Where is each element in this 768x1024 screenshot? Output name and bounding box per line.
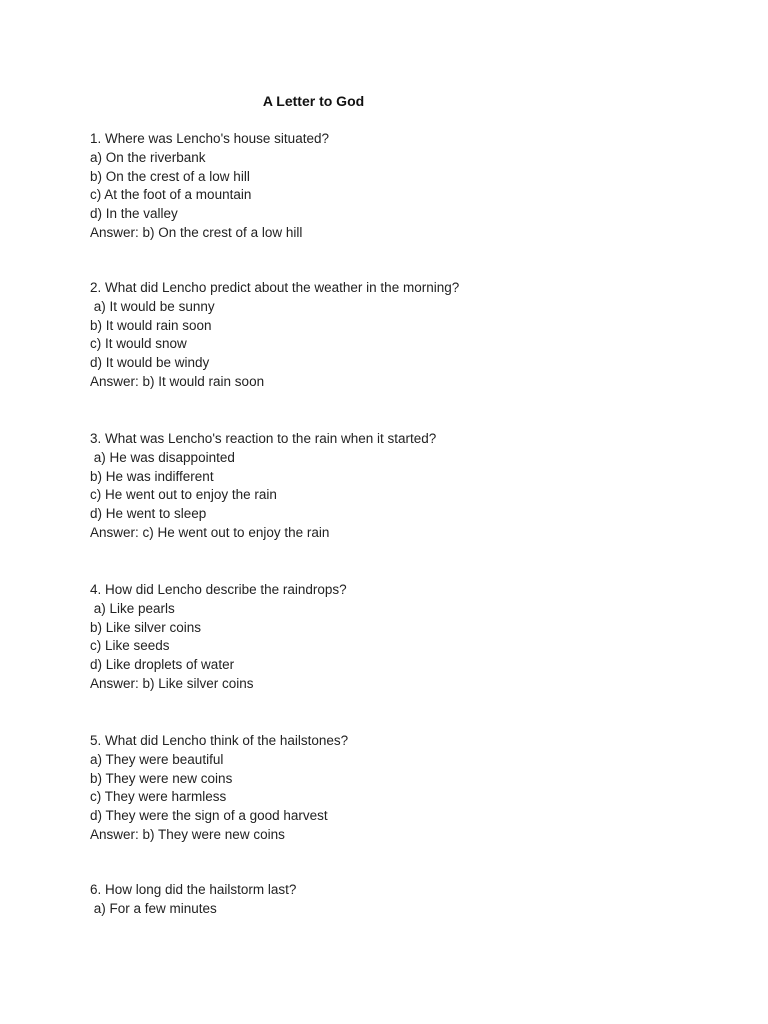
question-text: 5. What did Lencho think of the hailstones? — [90, 733, 349, 748]
question-text: 6. How long did the hailstorm last? — [90, 882, 297, 897]
question-block-6 — [90, 881, 710, 919]
option-c: c) They were harmless — [90, 789, 227, 805]
question-block-1 — [90, 130, 710, 243]
option-c: c) Like seeds — [90, 638, 170, 654]
option-d: d) They were the sign of a good harvest — [90, 808, 328, 824]
answer-text: Answer: b) They were new coins — [90, 826, 285, 842]
option-a: a) It would be sunny — [90, 298, 215, 314]
option-c: c) It would snow — [90, 336, 187, 352]
option-b: b) Like silver coins — [90, 619, 202, 635]
question-block-3 — [90, 430, 710, 543]
question-text: 4. How did Lencho describe the raindrops? — [90, 582, 347, 597]
answer-text: Answer: b) It would rain soon — [90, 373, 265, 389]
option-a: a) On the riverbank — [90, 149, 206, 165]
option-d: d) It would be windy — [90, 355, 210, 371]
document-title: A Letter to God — [262, 93, 365, 109]
option-d: d) Like droplets of water — [90, 657, 235, 673]
option-b: b) On the crest of a low hill — [90, 168, 250, 184]
option-c: c) At the foot of a mountain — [90, 187, 252, 203]
option-a: a) For a few minutes — [90, 900, 217, 916]
question-block-2 — [90, 279, 710, 392]
answer-text: Answer: b) Like silver coins — [90, 675, 254, 691]
question-block-5 — [90, 732, 710, 845]
option-a: a) He was disappointed — [90, 449, 235, 465]
option-d: d) In the valley — [90, 206, 178, 222]
question-text: 3. What was Lencho's reaction to the rain when it started? — [90, 431, 437, 446]
question-text: 2. What did Lencho predict about the weather in the morning? — [90, 280, 460, 295]
option-b: b) He was indifferent — [90, 468, 214, 484]
answer-text: Answer: b) On the crest of a low hill — [90, 224, 303, 240]
option-b: b) It would rain soon — [90, 317, 212, 333]
option-a: a) Like pearls — [90, 600, 175, 616]
question-text: 1. Where was Lencho's house situated? — [90, 131, 329, 146]
option-c: c) He went out to enjoy the rain — [90, 487, 277, 503]
option-a: a) They were beautiful — [90, 751, 224, 767]
question-block-4 — [90, 581, 710, 694]
option-d: d) He went to sleep — [90, 506, 207, 522]
answer-text: Answer: c) He went out to enjoy the rain — [90, 524, 330, 540]
option-b: b) They were new coins — [90, 770, 233, 786]
